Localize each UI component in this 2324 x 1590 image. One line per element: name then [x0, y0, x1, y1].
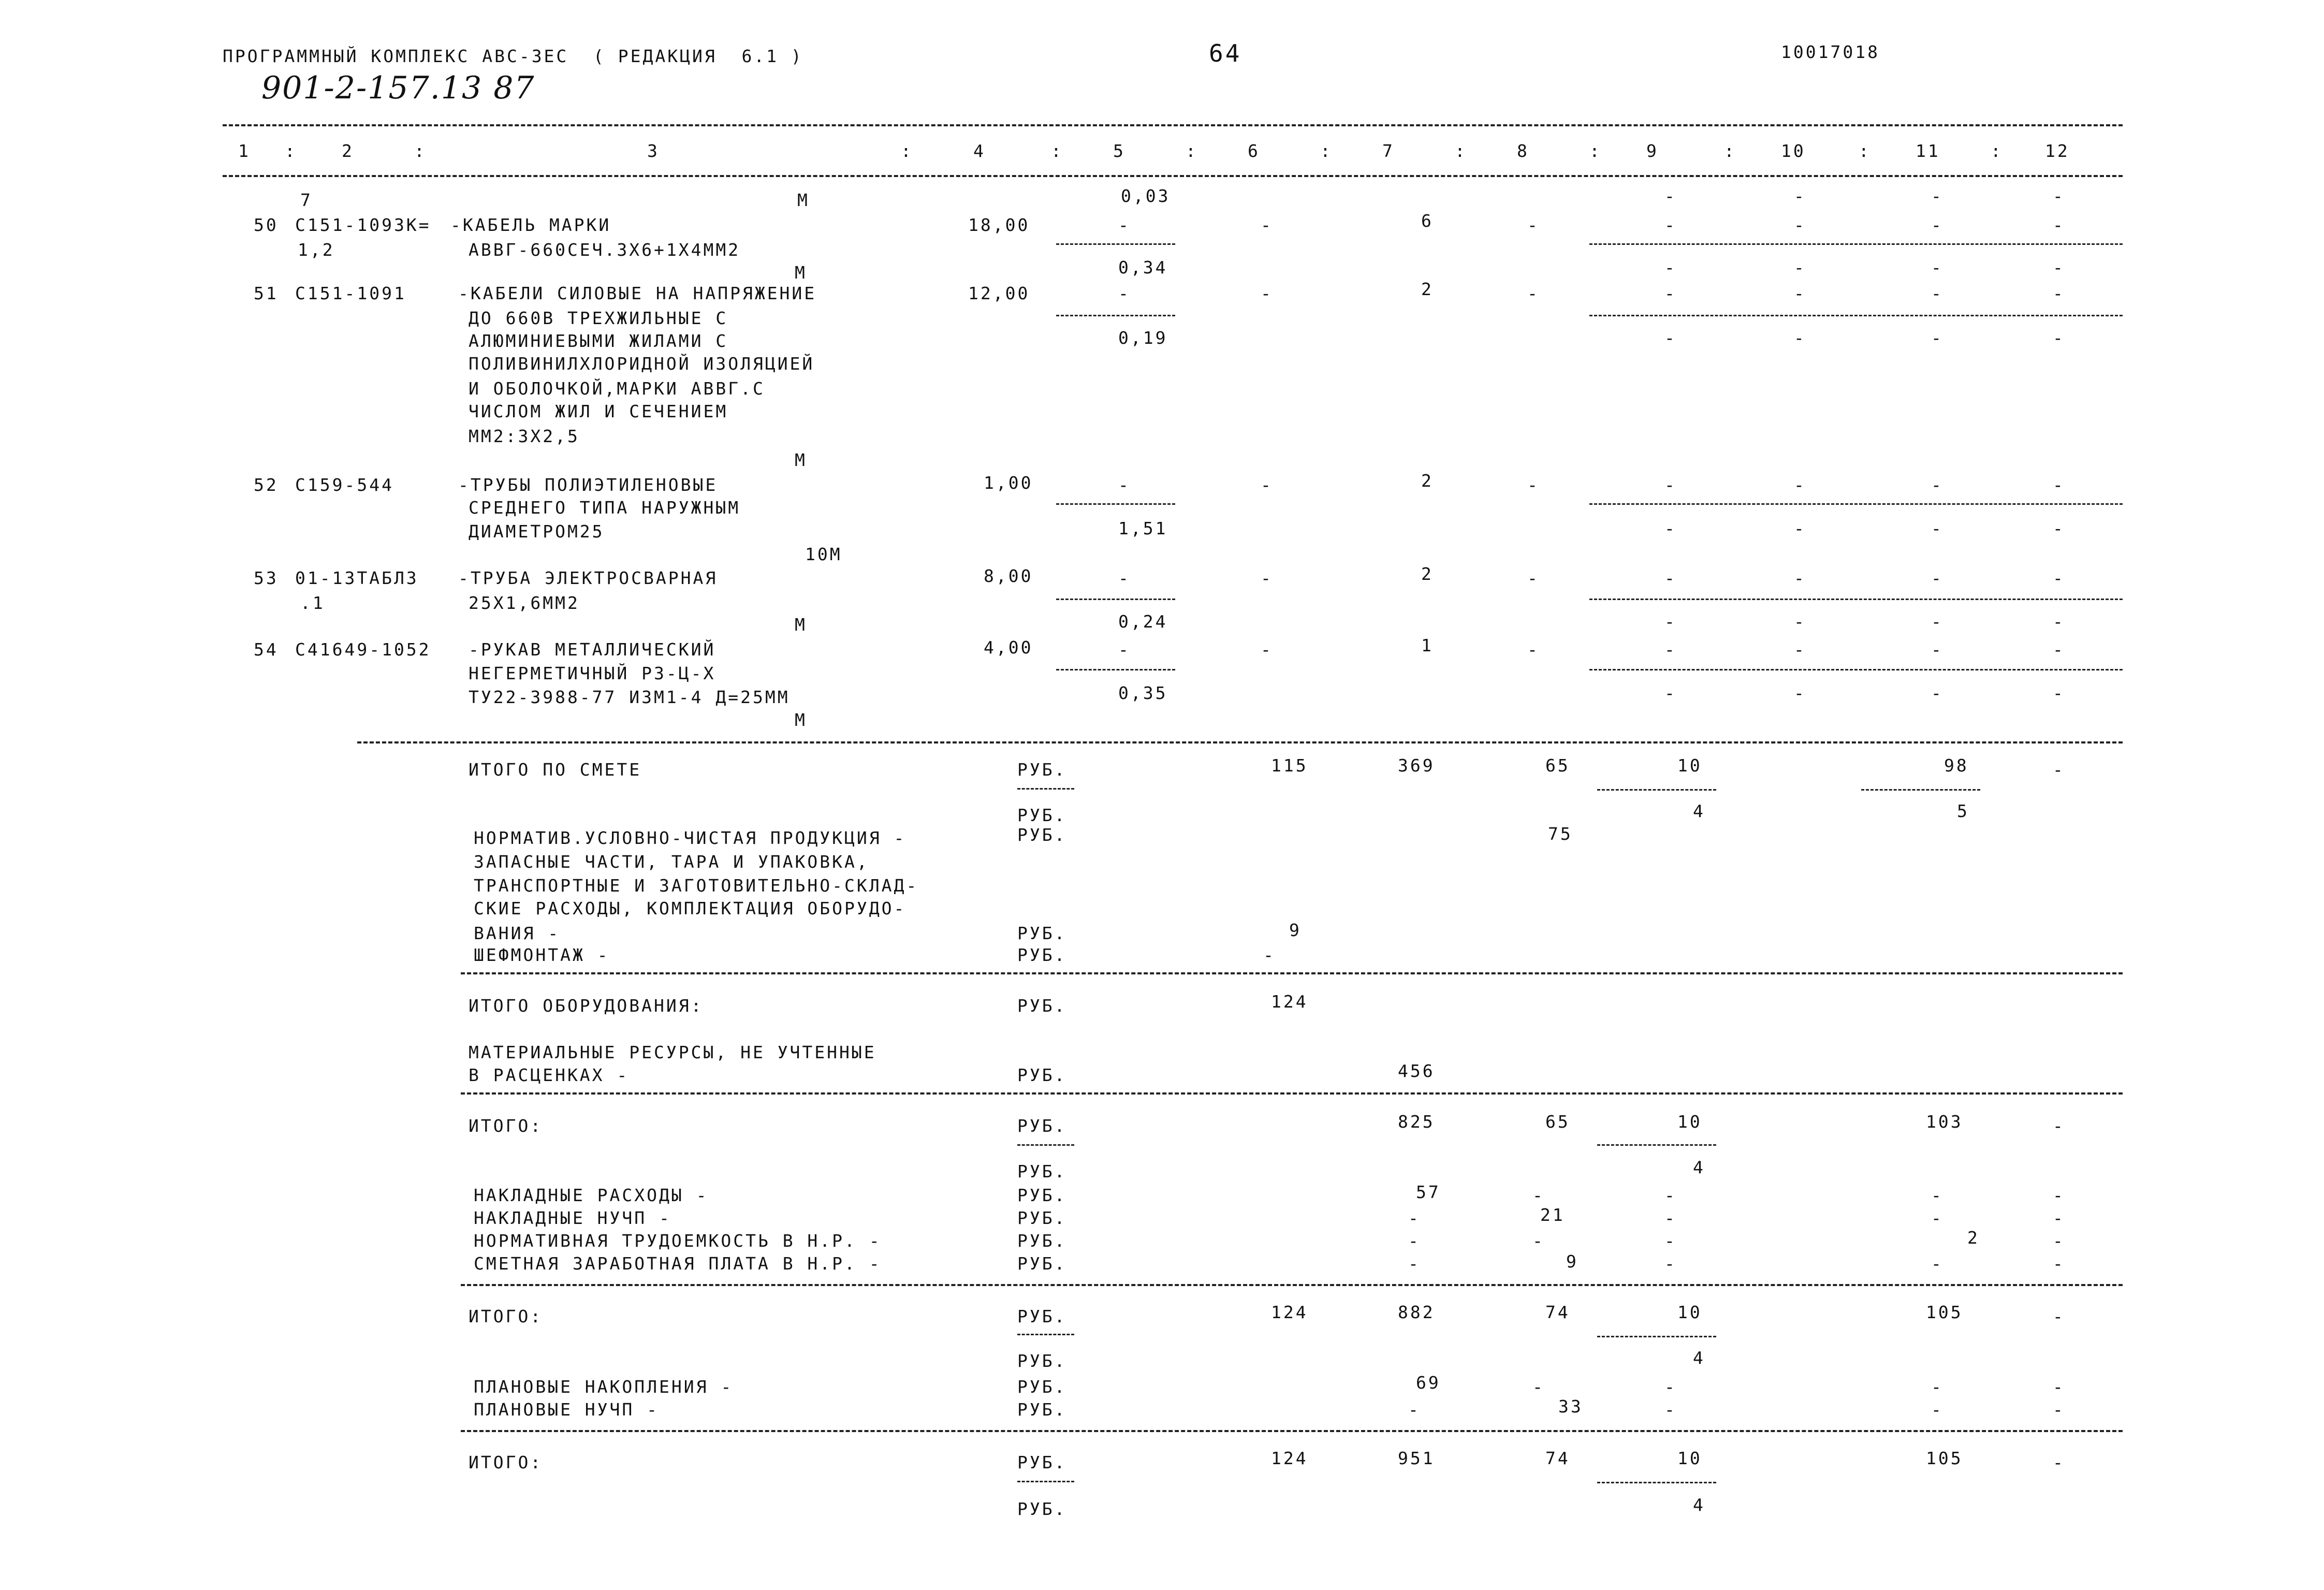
- item-name: -ТРУБА ЭЛЕКТРОСВАРНАЯ: [458, 568, 718, 588]
- col-9: 9: [1646, 141, 1659, 161]
- row-cell: -: [1118, 568, 1131, 588]
- total-cell: -: [1263, 945, 1276, 965]
- col-sep: :: [414, 141, 427, 161]
- row-cell: -: [2053, 568, 2065, 588]
- currency-label: РУБ.: [1017, 1351, 1067, 1371]
- total-cell: -: [2053, 1185, 2065, 1205]
- divider: [1597, 1144, 1716, 1146]
- total-cell: 124: [1271, 1448, 1308, 1468]
- row-cell: -: [2053, 328, 2065, 348]
- row-cell: -: [1794, 186, 1806, 206]
- total-cell: -: [1408, 1253, 1421, 1274]
- row-cell: 0,34: [1118, 257, 1168, 278]
- row-cell: -: [1261, 475, 1273, 495]
- row-cell: -: [1931, 186, 1943, 206]
- normativ-label: НОРМАТИВ.УСЛОВНО-ЧИСТАЯ ПРОДУКЦИЯ -: [474, 828, 907, 848]
- unit-cell: М: [795, 615, 807, 635]
- row-cell: 2: [1421, 279, 1434, 299]
- row-cell: 0,19: [1118, 328, 1168, 348]
- total-cell: 124: [1271, 991, 1308, 1012]
- row-cell: 0,03: [1121, 186, 1171, 206]
- total-cell: -: [1532, 1377, 1545, 1397]
- col-12: 12: [2045, 141, 2070, 161]
- overhead-label: СМЕТНАЯ ЗАРАБОТНАЯ ПЛАТА В Н.Р. -: [474, 1253, 882, 1274]
- item-name: ДИАМЕТРОМ25: [469, 521, 605, 542]
- divider: [1589, 599, 2123, 600]
- item-name: -ТРУБЫ ПОЛИЭТИЛЕНОВЫЕ: [458, 475, 718, 495]
- total-cell: 951: [1398, 1448, 1435, 1468]
- total-cell: 10: [1677, 1302, 1702, 1322]
- divider: [1056, 503, 1175, 505]
- total-cell: -: [1664, 1253, 1677, 1274]
- row-cell: -: [1931, 283, 1943, 303]
- row-cell: -: [1664, 611, 1677, 632]
- total-label: ИТОГО:: [469, 1116, 543, 1136]
- col-2: 2: [342, 141, 354, 161]
- item-number: 51: [254, 283, 279, 303]
- total-label: ИТОГО ПО СМЕТЕ: [469, 760, 642, 780]
- page-number: 64: [1209, 39, 1242, 67]
- planned-label: ПЛАНОВЫЕ НУЧП -: [474, 1399, 660, 1420]
- total-cell: -: [2053, 760, 2065, 780]
- item-name: СРЕДНЕГО ТИПА НАРУЖНЫМ: [469, 498, 741, 518]
- total-cell: 882: [1398, 1302, 1435, 1322]
- row-cell: -: [1931, 518, 1943, 538]
- total-cell: 4: [1693, 1495, 1705, 1515]
- row-cell: -: [1931, 683, 1943, 703]
- item-name: ЧИСЛОМ ЖИЛ И СЕЧЕНИЕМ: [469, 401, 728, 421]
- col-sep: :: [1991, 141, 2003, 161]
- unit-cell: М: [795, 450, 807, 470]
- col-11: 11: [1916, 141, 1940, 161]
- currency-label: РУБ.: [1017, 1399, 1067, 1420]
- overhead-label: НОРМАТИВНАЯ ТРУДОЕМКОСТЬ В Н.Р. -: [474, 1231, 882, 1251]
- row-cell: 2: [1421, 471, 1434, 491]
- col-sep: :: [1859, 141, 1871, 161]
- row-cell: -: [1931, 215, 1943, 235]
- row-cell: 7: [300, 190, 313, 210]
- qty-cell: 4,00: [984, 637, 1033, 658]
- total-cell: 98: [1944, 755, 1969, 776]
- row-cell: -: [1664, 475, 1677, 495]
- program-title: ПРОГРАММНЫЙ КОМПЛЕКС АВС-3ЕС ( РЕДАКЦИЯ 6.1 ): [223, 46, 803, 66]
- total-cell: 10: [1677, 1112, 1702, 1132]
- row-cell: -: [1664, 257, 1677, 278]
- col-8: 8: [1517, 141, 1529, 161]
- row-cell: -: [1664, 186, 1677, 206]
- col-10: 10: [1781, 141, 1806, 161]
- total-cell: 74: [1545, 1448, 1570, 1468]
- total-cell: -: [1931, 1185, 1943, 1205]
- currency-label: РУБ.: [1017, 1306, 1067, 1326]
- divider: [1017, 788, 1074, 790]
- row-cell: -: [2053, 475, 2065, 495]
- row-cell: -: [1664, 518, 1677, 538]
- row-cell: -: [1527, 215, 1540, 235]
- row-cell: -: [2053, 683, 2065, 703]
- total-cell: 10: [1677, 755, 1702, 776]
- divider: [1589, 669, 2123, 670]
- total-cell: -: [1664, 1208, 1677, 1228]
- total-cell: -: [1664, 1399, 1677, 1420]
- item-code: 01-13ТАБЛ3: [295, 568, 419, 588]
- section-rule: [357, 741, 2123, 743]
- row-cell: -: [1118, 475, 1131, 495]
- total-cell: -: [2053, 1399, 2065, 1420]
- total-cell: 10: [1677, 1448, 1702, 1468]
- unit-cell: 10М: [805, 544, 842, 564]
- total-label: ИТОГО ОБОРУДОВАНИЯ:: [469, 996, 704, 1016]
- document-number: 10017018: [1781, 42, 1880, 62]
- divider: [1056, 243, 1175, 245]
- total-cell: 115: [1271, 755, 1308, 776]
- row-cell: -: [1794, 568, 1806, 588]
- currency-label: РУБ.: [1017, 825, 1067, 845]
- section-rule: [461, 1430, 2123, 1432]
- item-number: 53: [254, 568, 279, 588]
- row-cell: -: [1118, 283, 1131, 303]
- item-name: -КАБЕЛЬ МАРКИ: [450, 215, 611, 235]
- total-cell: 825: [1398, 1112, 1435, 1132]
- col-5: 5: [1113, 141, 1126, 161]
- divider: [1056, 669, 1175, 670]
- total-cell: -: [1664, 1185, 1677, 1205]
- divider: [1056, 599, 1175, 600]
- total-cell: 21: [1540, 1205, 1565, 1225]
- item-name: ПОЛИВИНИЛХЛОРИДНОЙ ИЗОЛЯЦИЕЙ: [469, 354, 815, 374]
- total-cell: -: [1664, 1231, 1677, 1251]
- qty-cell: 18,00: [968, 215, 1030, 235]
- total-cell: 369: [1398, 755, 1435, 776]
- currency-label: РУБ.: [1017, 1116, 1067, 1136]
- row-cell: -: [2053, 283, 2065, 303]
- item-name: 25Х1,6ММ2: [469, 593, 580, 613]
- row-cell: -: [1931, 639, 1943, 660]
- total-cell: -: [1408, 1399, 1421, 1420]
- normativ-label: ШЕФМОНТАЖ -: [474, 945, 610, 965]
- item-code: С41649-1052: [295, 639, 431, 660]
- col-sep: :: [1724, 141, 1736, 161]
- divider: [1056, 315, 1175, 316]
- row-cell: -: [1794, 639, 1806, 660]
- col-sep: :: [285, 141, 297, 161]
- section-rule: [461, 1092, 2123, 1095]
- row-cell: -: [1261, 215, 1273, 235]
- item-name: -КАБЕЛИ СИЛОВЫЕ НА НАПРЯЖЕНИЕ: [458, 283, 817, 303]
- row-cell: -: [1664, 639, 1677, 660]
- currency-label: РУБ.: [1017, 1208, 1067, 1228]
- divider: [1861, 789, 1980, 791]
- row-cell: -: [1794, 683, 1806, 703]
- row-cell: 6: [1421, 211, 1434, 231]
- total-label: ИТОГО:: [469, 1452, 543, 1472]
- item-number: 50: [254, 215, 279, 235]
- col-sep: :: [1186, 141, 1198, 161]
- row-cell: -: [1794, 518, 1806, 538]
- total-cell: 4: [1693, 1157, 1705, 1177]
- item-code: С151-1091: [295, 283, 406, 303]
- total-cell: -: [2053, 1306, 2065, 1326]
- row-cell: -: [1261, 639, 1273, 660]
- item-name: ТУ22-3988-77 ИЗМ1-4 Д=25ММ: [469, 687, 790, 707]
- row-cell: -: [1794, 283, 1806, 303]
- currency-label: РУБ.: [1017, 996, 1067, 1016]
- total-cell: -: [1664, 1377, 1677, 1397]
- materials-label: МАТЕРИАЛЬНЫЕ РЕСУРСЫ, НЕ УЧТЕННЫЕ: [469, 1042, 876, 1062]
- currency-label: РУБ.: [1017, 760, 1067, 780]
- item-name: АЛЮМИНИЕВЫМИ ЖИЛАМИ С: [469, 331, 728, 351]
- qty-cell: 1,00: [984, 473, 1033, 493]
- currency-label: РУБ.: [1017, 1253, 1067, 1274]
- divider: [1597, 1336, 1716, 1337]
- normativ-label: ТРАНСПОРТНЫЕ И ЗАГОТОВИТЕЛЬНО-СКЛАД-: [474, 876, 919, 896]
- currency-label: РУБ.: [1017, 1161, 1067, 1181]
- divider: [1589, 503, 2123, 505]
- col-7: 7: [1382, 141, 1395, 161]
- col-1: 1: [238, 141, 251, 161]
- normativ-label: ЗАПАСНЫЕ ЧАСТИ, ТАРА И УПАКОВКА,: [474, 852, 869, 872]
- total-label: ИТОГО:: [469, 1306, 543, 1326]
- row-cell: -: [1527, 568, 1540, 588]
- currency-label: РУБ.: [1017, 1185, 1067, 1205]
- normativ-label: ВАНИЯ -: [474, 923, 561, 943]
- row-cell: 1,51: [1118, 518, 1168, 538]
- row-cell: -: [1931, 611, 1943, 632]
- row-cell: -: [2053, 611, 2065, 632]
- row-cell: -: [2053, 215, 2065, 235]
- row-cell: -: [1261, 568, 1273, 588]
- currency-label: РУБ.: [1017, 1065, 1067, 1085]
- total-cell: 9: [1566, 1251, 1578, 1272]
- item-code: С151-1093К=: [295, 215, 431, 235]
- row-cell: -: [1931, 328, 1943, 348]
- overhead-label: НАКЛАДНЫЕ НУЧП -: [474, 1208, 671, 1228]
- currency-label: РУБ.: [1017, 1499, 1067, 1519]
- divider: [1589, 315, 2123, 316]
- row-cell: -: [1527, 639, 1540, 660]
- col-4: 4: [973, 141, 986, 161]
- item-code: 1,2: [298, 240, 335, 260]
- currency-label: РУБ.: [1017, 1377, 1067, 1397]
- row-cell: -: [1931, 475, 1943, 495]
- total-cell: 74: [1545, 1302, 1570, 1322]
- item-code: .1: [300, 593, 325, 613]
- item-name: -РУКАВ МЕТАЛЛИЧЕСКИЙ: [469, 639, 716, 660]
- row-cell: -: [1794, 328, 1806, 348]
- item-number: 52: [254, 475, 279, 495]
- total-cell: 69: [1416, 1373, 1441, 1393]
- section-rule: [461, 1284, 2123, 1286]
- row-cell: 2: [1421, 564, 1434, 584]
- row-cell: -: [1118, 639, 1131, 660]
- row-cell: -: [1664, 683, 1677, 703]
- total-cell: 105: [1926, 1448, 1963, 1468]
- currency-label: РУБ.: [1017, 945, 1067, 965]
- row-cell: -: [1794, 215, 1806, 235]
- total-cell: -: [2053, 1116, 2065, 1136]
- item-name: И ОБОЛОЧКОЙ,МАРКИ АВВГ.С: [469, 378, 765, 399]
- row-cell: -: [2053, 639, 2065, 660]
- total-cell: -: [1931, 1208, 1943, 1228]
- total-cell: 4: [1693, 801, 1705, 821]
- divider: [1017, 1334, 1074, 1335]
- normativ-label: СКИЕ РАСХОДЫ, КОМПЛЕКТАЦИЯ ОБОРУДО-: [474, 898, 907, 918]
- currency-label: РУБ.: [1017, 805, 1067, 825]
- col-sep: :: [1320, 141, 1333, 161]
- row-cell: -: [1664, 215, 1677, 235]
- total-cell: 65: [1545, 755, 1570, 776]
- item-name: АВВГ-660СЕЧ.3Х6+1Х4ММ2: [469, 240, 741, 260]
- total-cell: 65: [1545, 1112, 1570, 1132]
- row-cell: -: [1261, 283, 1273, 303]
- item-number: 54: [254, 639, 279, 660]
- divider: [1589, 243, 2123, 245]
- total-cell: 2: [1967, 1228, 1980, 1248]
- total-cell: -: [2053, 1208, 2065, 1228]
- row-cell: -: [1794, 257, 1806, 278]
- unit-cell: М: [797, 190, 810, 210]
- col-sep: :: [1455, 141, 1467, 161]
- currency-label: РУБ.: [1017, 1452, 1067, 1472]
- row-cell: -: [2053, 257, 2065, 278]
- col-6: 6: [1248, 141, 1260, 161]
- item-code: С159-544: [295, 475, 394, 495]
- row-cell: -: [1118, 215, 1131, 235]
- row-cell: -: [1931, 568, 1943, 588]
- unit-cell: М: [795, 262, 807, 283]
- materials-label: В РАСЦЕНКАХ -: [469, 1065, 630, 1085]
- total-cell: -: [2053, 1253, 2065, 1274]
- total-cell: -: [2053, 1452, 2065, 1472]
- total-cell: 75: [1548, 824, 1573, 844]
- handwritten-project-number: 901-2-157.13 87: [261, 70, 535, 106]
- row-cell: -: [1664, 328, 1677, 348]
- total-cell: 57: [1416, 1182, 1441, 1202]
- total-cell: -: [1931, 1399, 1943, 1420]
- total-cell: 9: [1289, 920, 1302, 940]
- qty-cell: 12,00: [968, 283, 1030, 303]
- section-rule: [461, 972, 2123, 974]
- total-cell: -: [1532, 1185, 1545, 1205]
- total-cell: -: [2053, 1377, 2065, 1397]
- divider: [1597, 1482, 1716, 1483]
- row-cell: -: [1794, 475, 1806, 495]
- row-cell: -: [1664, 283, 1677, 303]
- row-cell: -: [1527, 475, 1540, 495]
- row-cell: -: [1794, 611, 1806, 632]
- row-cell: -: [1527, 283, 1540, 303]
- top-rule: [223, 124, 2123, 126]
- item-name: ММ2:3Х2,5: [469, 426, 580, 446]
- row-cell: -: [2053, 518, 2065, 538]
- total-cell: -: [1408, 1231, 1421, 1251]
- col-sep: :: [1589, 141, 1602, 161]
- col-sep: :: [1051, 141, 1063, 161]
- total-cell: 5: [1957, 801, 1969, 821]
- total-cell: 4: [1693, 1348, 1705, 1368]
- row-cell: -: [2053, 186, 2065, 206]
- total-cell: 456: [1398, 1061, 1435, 1081]
- total-cell: 105: [1926, 1302, 1963, 1322]
- total-cell: -: [2053, 1231, 2065, 1251]
- col-sep: :: [901, 141, 913, 161]
- currency-label: РУБ.: [1017, 923, 1067, 943]
- col-3: 3: [647, 141, 660, 161]
- total-cell: -: [1532, 1231, 1545, 1251]
- divider: [1017, 1144, 1074, 1146]
- divider: [1597, 789, 1716, 791]
- total-cell: -: [1931, 1377, 1943, 1397]
- row-cell: -: [1664, 568, 1677, 588]
- unit-cell: М: [795, 710, 807, 730]
- item-name: ДО 660В ТРЕХЖИЛЬНЫЕ С: [469, 308, 728, 328]
- row-cell: 0,24: [1118, 611, 1168, 632]
- row-cell: -: [1931, 257, 1943, 278]
- total-cell: 33: [1558, 1396, 1583, 1417]
- qty-cell: 8,00: [984, 566, 1033, 586]
- total-cell: -: [1931, 1253, 1943, 1274]
- overhead-label: НАКЛАДНЫЕ РАСХОДЫ -: [474, 1185, 709, 1205]
- row-cell: 1: [1421, 635, 1434, 655]
- currency-label: РУБ.: [1017, 1231, 1067, 1251]
- planned-label: ПЛАНОВЫЕ НАКОПЛЕНИЯ -: [474, 1377, 734, 1397]
- total-cell: 124: [1271, 1302, 1308, 1322]
- header-rule: [223, 175, 2123, 177]
- divider: [1017, 1481, 1074, 1482]
- item-name: НЕГЕРМЕТИЧНЫЙ РЗ-Ц-Х: [469, 663, 716, 683]
- total-cell: -: [1408, 1208, 1421, 1228]
- total-cell: 103: [1926, 1112, 1963, 1132]
- row-cell: 0,35: [1118, 683, 1168, 703]
